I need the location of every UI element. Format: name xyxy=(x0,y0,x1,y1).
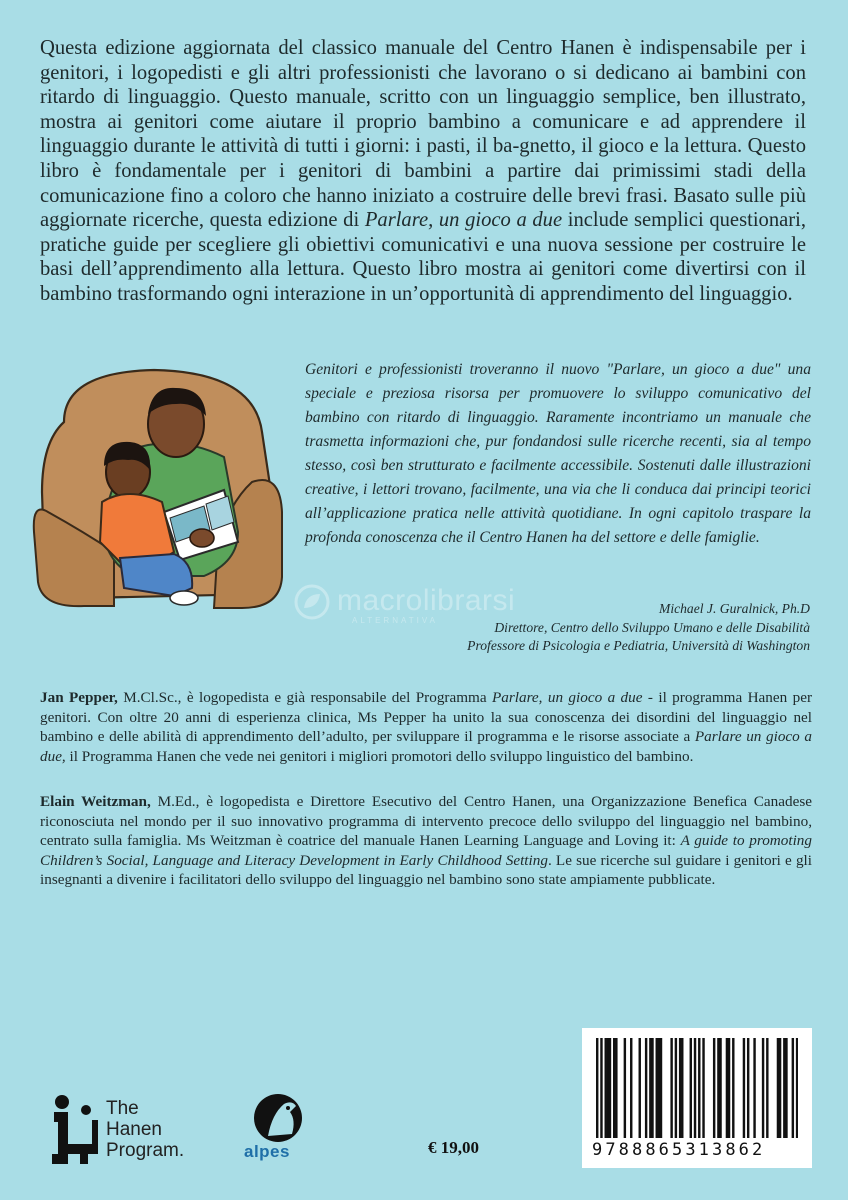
barcode-bar xyxy=(639,1038,641,1138)
publisher-logo xyxy=(242,1090,322,1170)
barcode-bar xyxy=(792,1038,794,1138)
author-name: Elain Weitzman, xyxy=(40,793,151,810)
barcode-bar xyxy=(783,1038,785,1138)
barcode-bar xyxy=(670,1038,672,1138)
bio-text: M.Ed., è logopedista e Direttore Esecutivo del Centro Hanen, una Organizzazione Benefica Canadese riconosciuta nel mondo per il suo innovativo programma di intervento precoce dello sviluppo del linguaggio nel bambino, centrato sulla famiglia. Ms Weitzman è coatrice del manuale Hanen Learning Language and Loving it: xyxy=(40,793,812,850)
review-quote: Genitori e professionisti troveranno il nuovo "Parlare, un gioco a due" una speciale e preziosa risorsa per promuovere lo sviluppo comunicativo del bambino con ritardo di linguaggio. Raramente incontriamo un manuale che trasmetta informazioni che, pur fondandosi sulle ricerche recenti, sia al tempo stesso, così ben strutturato e facilmente accessibile. Sostenuti dalle illustrazioni creative, i lettori trovano, facilmente, una via che li conduca dai principi teorici all’applicazione pratica nelle attività quotidiane. In ogni capitolo traspare la profonda conoscenza che il Centro Hanen ha del settore e delle famiglie. xyxy=(305,361,811,546)
book-description xyxy=(40,36,806,307)
review-author: Michael J. Guralnick, Ph.D xyxy=(659,601,810,616)
barcode-bar xyxy=(728,1038,730,1138)
barcode-bar xyxy=(753,1038,755,1138)
watermark-subtext: ALTERNATIVA xyxy=(352,616,438,625)
barcode-bar xyxy=(645,1038,647,1138)
barcode-bar xyxy=(600,1038,602,1138)
watermark-text: macrolibrarsi xyxy=(337,584,516,617)
description-book-title: Parlare, un gioco a due xyxy=(364,209,563,232)
barcode-bar xyxy=(615,1038,617,1138)
barcode-bar xyxy=(679,1038,681,1138)
publisher-name: alpes xyxy=(244,1142,290,1161)
barcode-bar xyxy=(796,1038,798,1138)
review-author-role-1: Direttore, Centro dello Sviluppo Umano e delle Disabilità xyxy=(494,619,810,635)
alpes-horse-icon xyxy=(248,1090,312,1144)
barcode-bar xyxy=(766,1038,768,1138)
barcode-bar xyxy=(624,1038,626,1138)
description-part-1: Questa edizione aggiornata del classico manuale del Centro Hanen è indispensabile per i genitori, i logopedisti e gli altri professionisti che lavorano o si dedicano ai bambini con ritardo di linguaggio. Questo manuale, scritto con un linguaggio semplice, ben illustrato, mostra ai genitori come aiutare il proprio bambino a comunicare e ad apprendere il linguaggio durante le attività di tutti i giorni: i pasti, il ba-gnetto, il gioco e la lettura. Questo libro è fondamentale per i genitori di bambini a partire dai primissimi stadi della comunicazione fino a coloro che hanno iniziato a costruire delle brevi frasi. Basato sulle più aggiornate ricerche, questa edizione di xyxy=(40,37,806,232)
barcode-bar xyxy=(651,1038,653,1138)
barcode-bar xyxy=(681,1038,683,1138)
bio-italic: A guide to promoting Children’s Social, Language and Literacy Development in Early Childhood Setting xyxy=(40,832,812,869)
barcode-bar xyxy=(732,1038,734,1138)
barcode-bar xyxy=(660,1038,662,1138)
barcode-bar xyxy=(675,1038,677,1138)
bio-italic: Parlare, un gioco a due xyxy=(491,689,643,706)
bio-text: il Programma Hanen che vede nei genitori i migliori promotori dello sviluppo linguistico del bambino. xyxy=(65,747,694,765)
barcode-bar xyxy=(762,1038,764,1138)
barcode-bar xyxy=(777,1038,779,1138)
barcode-bar xyxy=(690,1038,692,1138)
barcode xyxy=(596,1038,798,1142)
barcode-bar xyxy=(719,1038,721,1138)
barcode-bar xyxy=(743,1038,745,1138)
review-author-role-2: Professore di Psicologia e Pediatria, Università di Washington xyxy=(467,638,810,653)
barcode-bar xyxy=(779,1038,781,1138)
bio-italic: Parlare un gioco a due, xyxy=(40,728,812,765)
hanen-line: Hanen xyxy=(106,1119,162,1140)
barcode-bar xyxy=(698,1038,700,1138)
barcode-bar xyxy=(658,1038,660,1138)
barcode-bar xyxy=(694,1038,696,1138)
barcode-bar xyxy=(702,1038,704,1138)
description-part-2: include semplici questionari, pratiche guide per scegliere gli obiettivi comunicativi e una nuova sessione per costruire le basi dell’apprendimento alla lettura. Questo libro mostra ai genitori come divertirsi con il bambino trasformando ogni interazione in un’opportunità di apprendimento del linguaggio. xyxy=(40,209,806,305)
author-bio-weitzman xyxy=(40,792,812,890)
hanen-line: Program. xyxy=(106,1140,185,1161)
isbn-number: 9788865313862 xyxy=(592,1140,766,1160)
author-bio-pepper xyxy=(40,688,812,766)
isbn-barcode xyxy=(582,1028,812,1168)
barcode-bar xyxy=(609,1038,611,1138)
barcode-bar xyxy=(607,1038,609,1138)
hanen-program-name xyxy=(106,1098,184,1161)
barcode-bar xyxy=(649,1038,651,1138)
parent-child-reading-illustration xyxy=(24,362,290,624)
price: € 19,00 xyxy=(428,1138,479,1157)
barcode-bar xyxy=(785,1038,787,1138)
barcode-bar xyxy=(613,1038,615,1138)
barcode-bar xyxy=(717,1038,719,1138)
barcode-bar xyxy=(656,1038,658,1138)
review-signature xyxy=(340,600,810,656)
barcode-bar xyxy=(726,1038,728,1138)
barcode-bar xyxy=(605,1038,607,1138)
barcode-bar xyxy=(630,1038,632,1138)
bio-text: . Le sue ricerche sul guidare i genitori e gli insegnanti a divenire i facilitatori dello sviluppo del linguaggio nel bambino sono state ampiamente pubblicate. xyxy=(40,851,812,889)
barcode-bar xyxy=(713,1038,715,1138)
hanen-program-logo xyxy=(48,1092,208,1166)
hanen-figures-icon xyxy=(48,1092,104,1166)
bio-text: - il programma Hanen per genitori. Con oltre 20 anni di esperienza clinica, Ms Pepper ha unito la sua conoscenza dei disordini del linguaggio nel bambino e delle abilità di apprendimento dell’adulto, per sviluppare il programma e le risorse associate a xyxy=(40,689,812,746)
barcode-bar xyxy=(596,1038,598,1138)
author-name: Jan Pepper, xyxy=(40,689,118,706)
hanen-line: The xyxy=(106,1098,139,1119)
bio-text: M.Cl.Sc., è logopedista e già responsabile del Programma xyxy=(117,689,492,706)
barcode-bar xyxy=(747,1038,749,1138)
leaf-icon xyxy=(292,582,332,622)
